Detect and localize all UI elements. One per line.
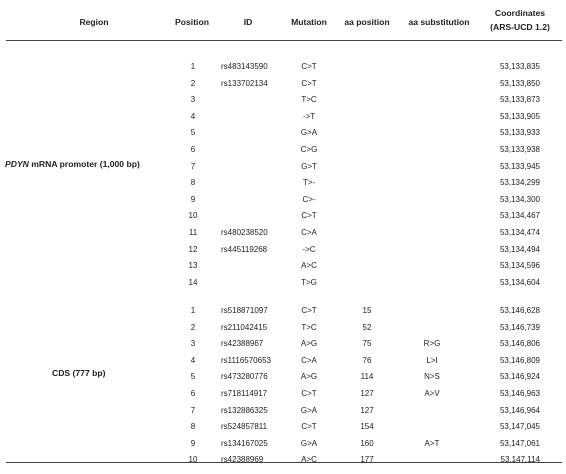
cell-position: 13: [188, 261, 198, 271]
cell-id: rs473280776: [221, 372, 268, 382]
cell-position: 10: [188, 211, 198, 221]
cell-aa-substitution: A>V: [424, 389, 440, 398]
cell-aa-position: 154: [360, 422, 374, 432]
cell-aa-substitution: R>G: [423, 339, 441, 349]
cell-aa-position: 52: [362, 322, 372, 332]
cell-position: 10: [188, 455, 198, 465]
cell-position: 9: [190, 438, 196, 448]
cell-id: rs42388969: [221, 455, 264, 465]
cell-position: 7: [190, 405, 196, 415]
region-label-cds: [52, 368, 105, 378]
cell-coordinates: 53,146,963: [499, 389, 540, 398]
cell-coordinates: 53,133,945: [499, 161, 540, 171]
cell-aa-position: 127: [360, 405, 374, 415]
cell-aa-substitution: L>I: [426, 355, 438, 365]
cell-id: rs524857811: [221, 422, 268, 432]
cell-position: 2: [190, 322, 196, 332]
cell-aa-position: 114: [360, 372, 374, 382]
cell-mutation: G>A: [300, 128, 318, 138]
cell-position: 5: [190, 128, 196, 138]
cell-coordinates: 53,134,604: [499, 277, 540, 287]
cell-coordinates: 53,134,596: [499, 261, 540, 271]
cell-aa-position: 160: [360, 438, 374, 448]
cell-mutation: C>T: [301, 389, 317, 398]
cell-mutation: A>C: [301, 455, 317, 465]
footer-rule: [6, 462, 562, 463]
cell-coordinates: 53,133,905: [499, 111, 540, 121]
cell-coordinates: 53,134,474: [499, 228, 540, 237]
cell-coordinates: 53,134,300: [499, 194, 540, 204]
cell-coordinates: 53,147,045: [499, 422, 540, 432]
cell-mutation: T>-: [302, 178, 316, 188]
cell-position: 8: [190, 178, 196, 188]
cell-position: 3: [190, 95, 196, 105]
cell-position: 6: [190, 389, 196, 398]
cell-mutation: T>G: [301, 277, 317, 287]
cell-id: rs718114917: [221, 389, 268, 398]
cell-position: 14: [188, 277, 198, 287]
cell-position: 12: [188, 244, 198, 254]
cell-coordinates: 53,134,467: [499, 211, 540, 221]
header-rule: [6, 40, 562, 41]
cell-position: 5: [190, 372, 196, 382]
cell-id: rs483143590: [221, 62, 268, 71]
cell-id: rs211042415: [221, 322, 268, 332]
cell-coordinates: 53,146,924: [499, 372, 540, 382]
cell-coordinates: 53,133,873: [499, 95, 540, 105]
cell-mutation: C>A: [301, 228, 317, 237]
cell-aa-substitution: N>S: [424, 372, 440, 382]
cell-aa-position: 76: [362, 355, 372, 365]
cell-mutation: ->T: [302, 111, 316, 121]
cell-mutation: C>T: [301, 62, 317, 71]
header-mutation: Mutation: [291, 17, 327, 27]
cell-coordinates: 53,147,114: [500, 455, 540, 465]
cell-mutation: A>G: [300, 339, 318, 349]
cell-mutation: C>-: [302, 194, 316, 204]
cell-position: 8: [190, 422, 196, 432]
cell-mutation: C>A: [301, 355, 317, 365]
cell-mutation: C>T: [301, 306, 317, 315]
cell-id: rs133702134: [221, 78, 268, 88]
cell-position: 4: [190, 111, 196, 121]
cell-coordinates: 53,146,628: [499, 306, 540, 315]
cell-mutation: G>A: [300, 438, 318, 448]
header-position: Position: [175, 17, 209, 27]
cell-aa-position: 75: [362, 339, 372, 349]
cell-id: rs445119268: [221, 244, 268, 254]
cell-mutation: C>T: [301, 78, 317, 88]
region-description: mRNA promoter (1,000 bp): [28, 159, 140, 169]
header-aa-position: aa position: [344, 17, 390, 27]
gene-name: PDYN: [5, 159, 29, 169]
cell-mutation: ->C: [302, 244, 316, 254]
cell-coordinates: 53,133,835: [499, 62, 540, 71]
header-coordinates: Coordinates: [494, 8, 546, 18]
cell-mutation: T>C: [301, 322, 317, 332]
cell-mutation: C>G: [300, 145, 318, 154]
cell-coordinates: 53,134,494: [499, 244, 540, 254]
cell-aa-position: 177: [360, 455, 374, 465]
cell-position: 2: [190, 78, 196, 88]
cell-aa-substitution: A>T: [424, 438, 440, 448]
cell-id: rs1116570653: [221, 355, 271, 365]
cell-id: rs42388967: [221, 339, 264, 349]
cell-mutation: G>A: [300, 405, 318, 415]
cell-position: 9: [190, 194, 196, 204]
cell-coordinates: 53,146,806: [499, 339, 540, 349]
cell-position: 1: [190, 62, 196, 71]
cell-coordinates: 53,146,739: [499, 322, 540, 332]
cell-id: rs134167025: [221, 438, 268, 448]
cell-mutation: C>T: [301, 422, 317, 432]
cell-position: 7: [190, 161, 196, 171]
cell-coordinates: 53,133,933: [499, 128, 540, 138]
cell-coordinates: 53,146,964: [499, 405, 540, 415]
cell-mutation: C>T: [301, 211, 317, 221]
cell-mutation: A>C: [301, 261, 317, 271]
cell-id: rs480238520: [221, 228, 268, 237]
cell-position: 3: [190, 339, 196, 349]
header-aa-substitution: aa substitution: [408, 17, 470, 27]
cell-position: 6: [190, 145, 196, 154]
cell-id: rs132886325: [221, 405, 268, 415]
cell-mutation: T>C: [301, 95, 317, 105]
cell-id: rs518871097: [221, 306, 268, 315]
header-id: ID: [243, 17, 253, 27]
cell-mutation: G>T: [301, 161, 317, 171]
cell-coordinates: 53,134,299: [499, 178, 540, 188]
cell-coordinates: 53,147,061: [499, 438, 540, 448]
cell-aa-position: 127: [360, 389, 374, 398]
cell-coordinates: 53,133,938: [499, 145, 540, 154]
cell-coordinates: 53,133,850: [499, 78, 540, 88]
cell-mutation: A>G: [300, 372, 318, 382]
region-description: CDS (777 bp): [52, 368, 106, 378]
cell-position: 11: [188, 228, 198, 237]
header-region: Region: [79, 17, 109, 27]
cell-coordinates: 53,146,809: [499, 355, 540, 365]
cell-position: 4: [190, 355, 196, 365]
cell-position: 1: [190, 306, 196, 315]
region-label-promoter: [5, 159, 140, 169]
header-coordinates-assembly: (ARS-UCD 1.2): [490, 22, 550, 32]
cell-aa-position: 15: [362, 306, 372, 315]
